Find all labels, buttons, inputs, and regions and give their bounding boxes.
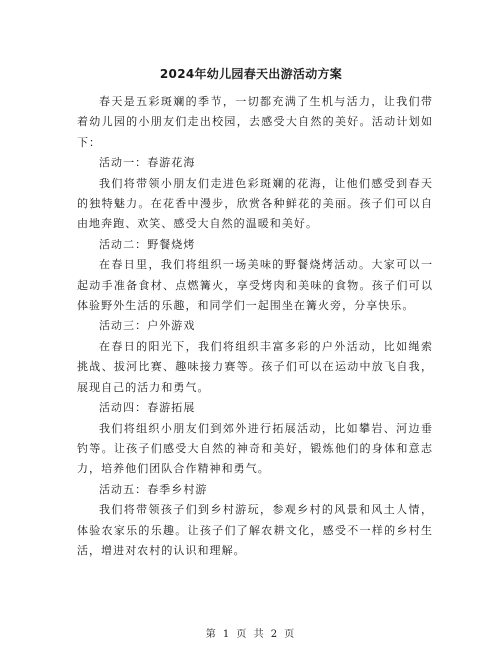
activity-4-heading: 活动四：春游拓展 [99, 401, 196, 415]
document-body [77, 92, 433, 561]
activity-4-text: 我们将组织小朋友们到郊外进行拓展活动，比如攀岩、河边垂钓等。让孩子们感受大自然的神奇和美好，锻炼他们的身体和意志力，培养他们团队合作精神和勇气。 [77, 421, 433, 476]
activity-1-text: 我们将带领小朋友们走进色彩斑斓的花海，让他们感受到春天的独特魅力。在花香中漫步，欣赏各种鲜花的美丽。孩子们可以自由地奔跑、欢笑、感受大自然的温暖和美好。 [77, 176, 433, 231]
activity-2-heading: 活动二：野餐烧烤 [99, 237, 196, 251]
activity-3-text: 在春日的阳光下，我们将组织丰富多彩的户外活动，比如绳索挑战、拔河比赛、趣味接力赛等。孩子们可以在运动中放飞自我，展现自己的活力和勇气。 [77, 339, 433, 394]
document-title: 2024年幼儿园春天出游活动方案 [159, 67, 343, 81]
activity-1-heading: 活动一：春游花海 [99, 156, 196, 170]
intro-paragraph: 春天是五彩斑斓的季节，一切都充满了生机与活力，让我们带着幼儿园的小朋友们走出校园，去感受大自然的美好。活动计划如下： [77, 95, 433, 149]
activity-2-text: 在春日里，我们将组织一场美味的野餐烧烤活动。大家可以一起动手准备食材、点燃篝火，享受烤肉和美味的食物。孩子们可以体验野外生活的乐趣，和同学们一起围坐在篝火旁，分享快乐。 [77, 258, 433, 313]
activity-3-heading: 活动三：户外游戏 [99, 319, 196, 333]
activity-5-heading: 活动五：春季乡村游 [99, 482, 208, 496]
activity-5-text: 我们将带领孩子们到乡村游玩，参观乡村的风景和风土人情，体验农家乐的乐趣。让孩子们了解农耕文化，感受不一样的乡村生活，增进对农村的认识和理解。 [77, 503, 433, 557]
page-number-footer: 第 1 页 共 2 页 [205, 629, 297, 640]
